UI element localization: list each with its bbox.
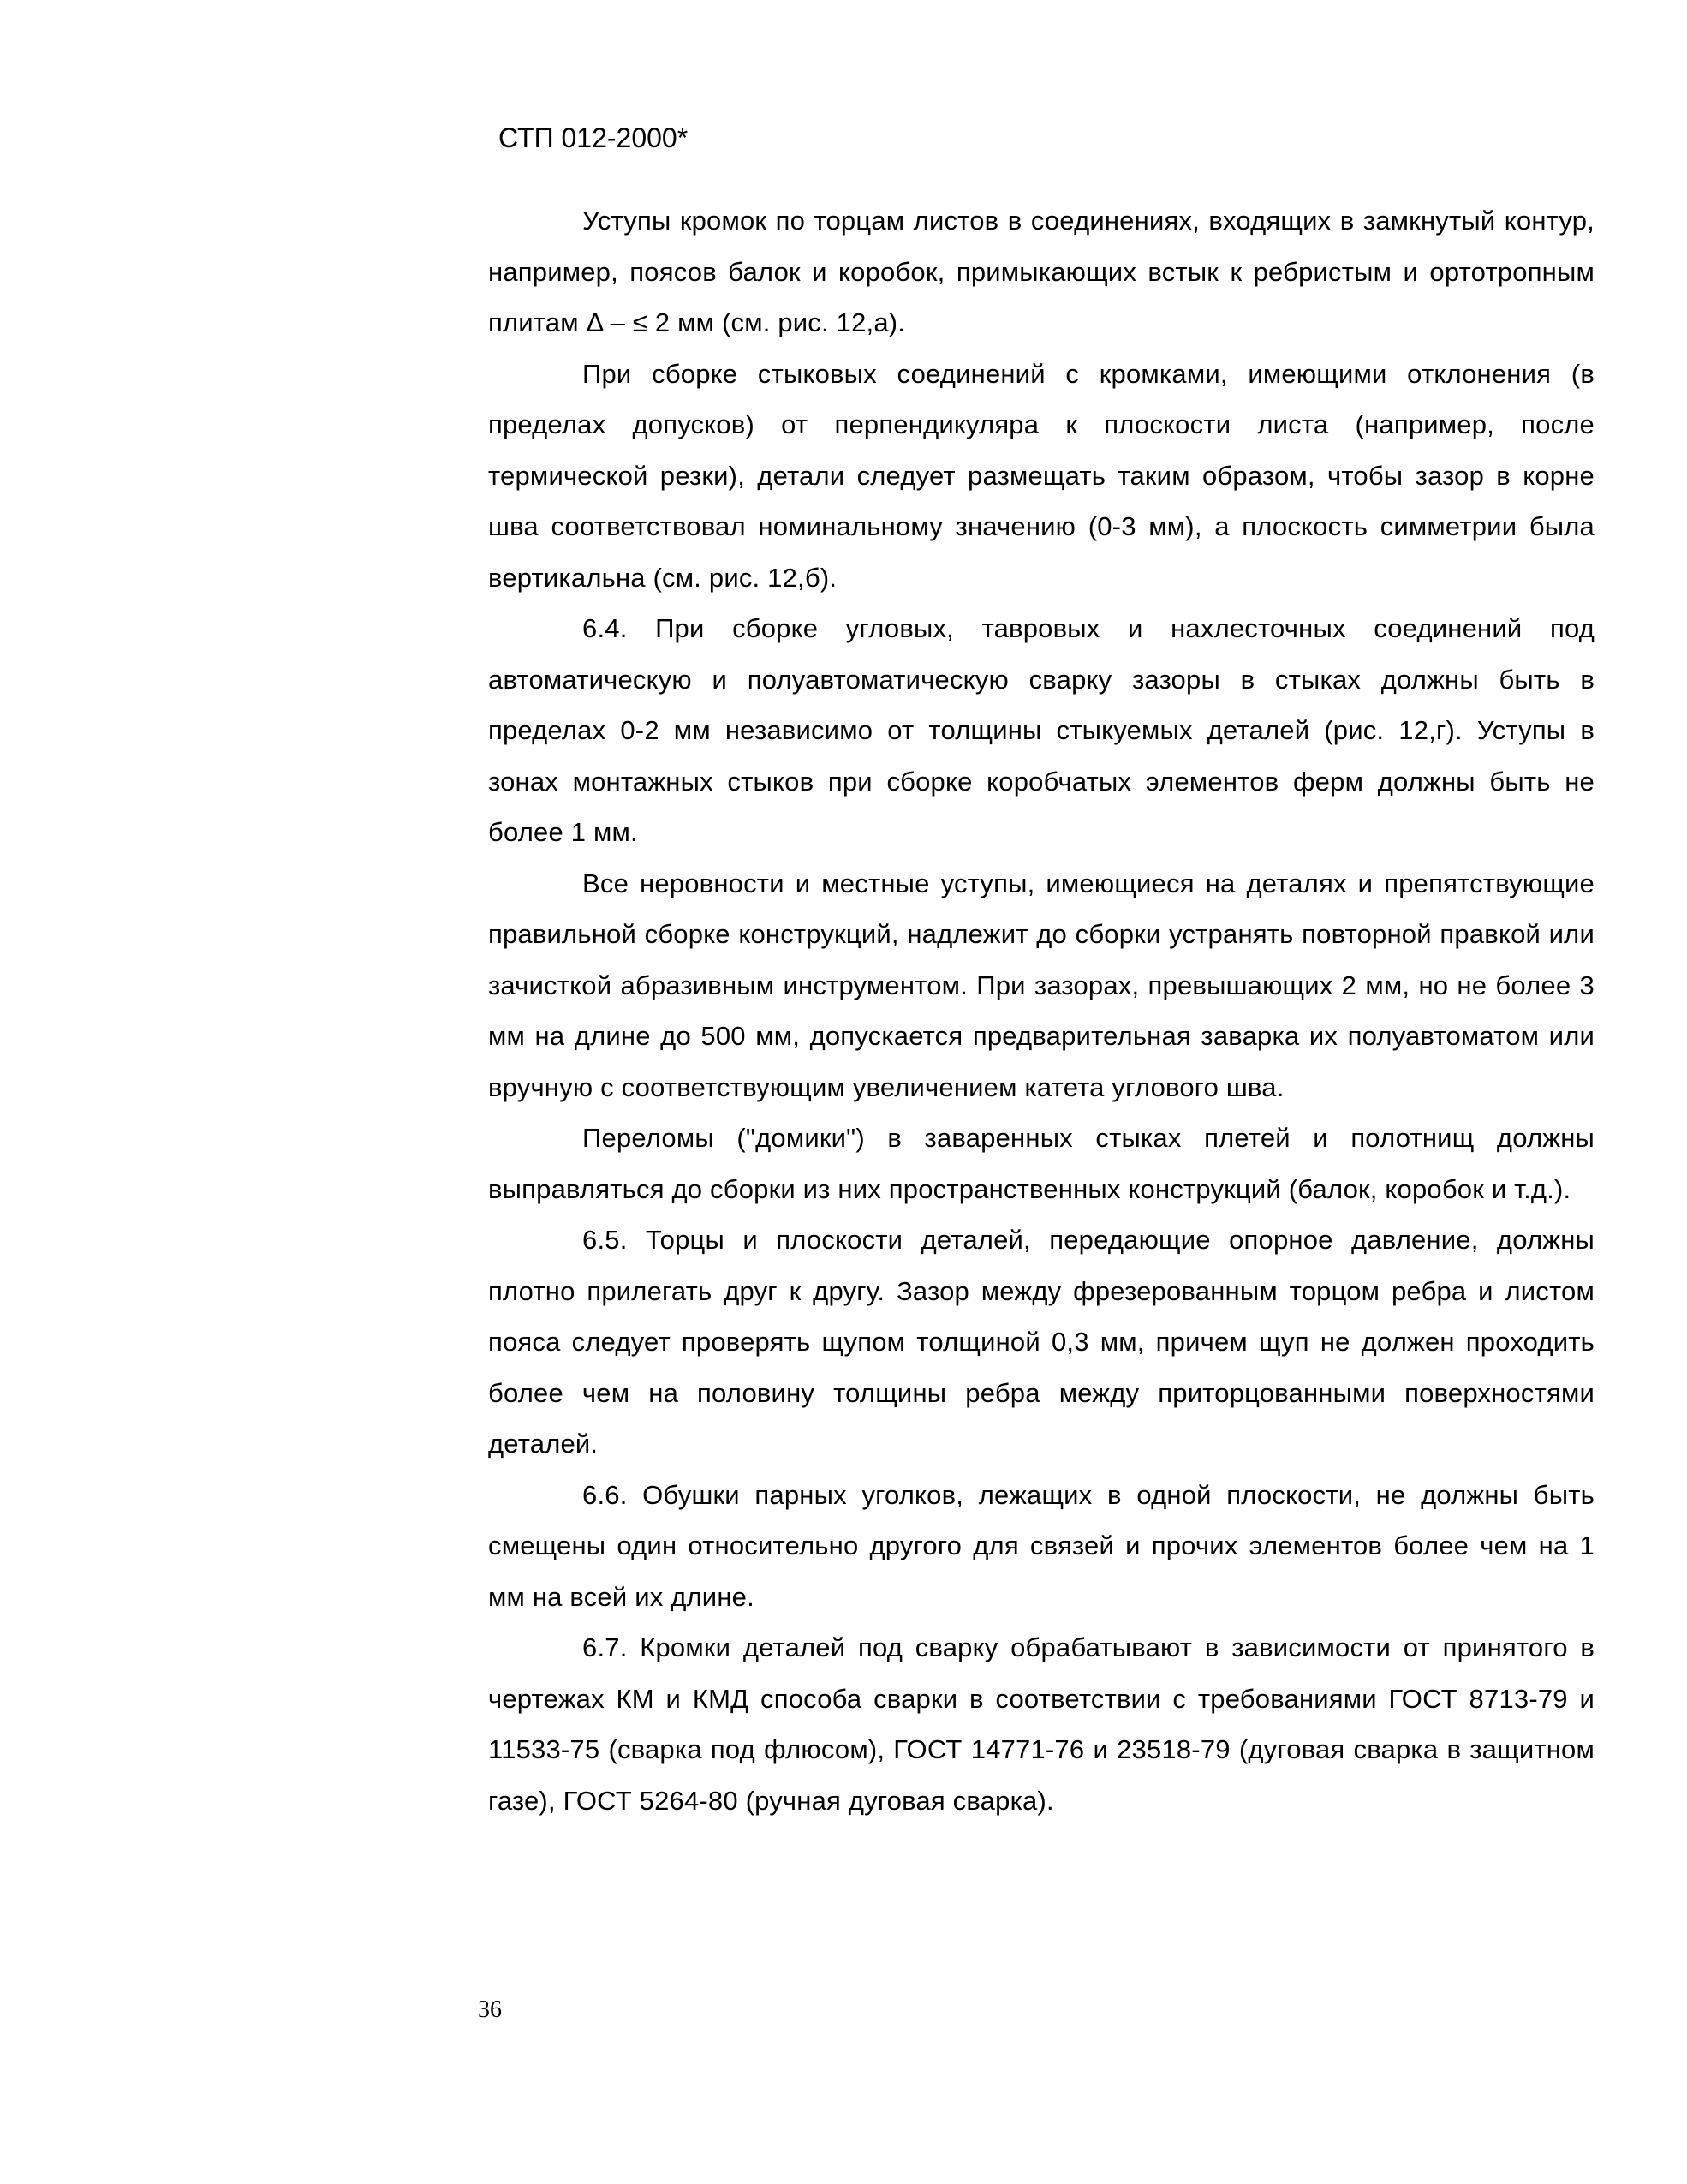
paragraph: 6.4. При сборке угловых, тавровых и нахлесточных соединений под автоматическую и полуавтоматическую сварку зазоры в стыках должны быть в пределах 0-2 мм независимо от толщины стыкуемых деталей (рис. 12,г). Уступы в зонах монтажных стыков при сборке коробчатых элементов ферм должны быть не более 1 мм.	[488, 613, 1595, 847]
paragraph: Все неровности и местные уступы, имеющиеся на деталях и препятствующие правильной сборке конструкций, надлежит до сборки устранять повторной правкой или зачисткой абразивным инструментом. При зазорах, превышающих 2 мм, но не более 3 мм на длине до 500 мм, допускается предварительная заварка их полуавтоматом или вручную с соответствующим увеличением катета углового шва.	[488, 868, 1595, 1102]
document-header: СТП 012-2000*	[498, 122, 689, 153]
paragraph: 6.6. Обушки парных уголков, лежащих в одной плоскости, не должны быть смещены один относительно другого для связей и прочих элементов более чем на 1 мм на всей их длине.	[488, 1479, 1595, 1612]
document-body	[488, 195, 1595, 1826]
paragraph: Переломы ("домики") в заваренных стыках плетей и полотнищ должны выправляться до сборки из них пространственных конструкций (балок, коробок и т.д.).	[488, 1123, 1595, 1204]
page-number: 36	[478, 1996, 502, 2023]
paragraph: 6.5. Торцы и плоскости деталей, передающие опорное давление, должны плотно прилегать друг к другу. Зазор между фрезерованным торцом ребра и листом пояса следует проверять щупом толщиной 0,3 мм, причем щуп не должен проходить более чем на половину толщины ребра между приторцованными поверхностями деталей.	[488, 1225, 1595, 1459]
paragraph: Уступы кромок по торцам листов в соединениях, входящих в замкнутый контур, например, поясов балок и коробок, примыкающих встык к ребристым и ортотропным плитам Δ – ≤ 2 мм (см. рис. 12,а).	[488, 206, 1595, 337]
paragraph: При сборке стыковых соединений с кромками, имеющими отклонения (в пределах допусков) от перпендикуляра к плоскости листа (например, после термической резки), детали следует размещать таким образом, чтобы зазор в корне шва соответствовал номинальному значению (0-3 мм), а плоскость симметрии была вертикальна (см. рис. 12,б).	[488, 358, 1595, 593]
paragraph: 6.7. Кромки деталей под сварку обрабатывают в зависимости от принятого в чертежах КМ и КМД способа сварки в соответствии с требованиями ГОСТ 8713-79 и 11533-75 (сварка под флюсом), ГОСТ 14771-76 и 23518-79 (дуговая сварка в защитном газе), ГОСТ 5264-80 (ручная дуговая сварка).	[488, 1632, 1595, 1816]
